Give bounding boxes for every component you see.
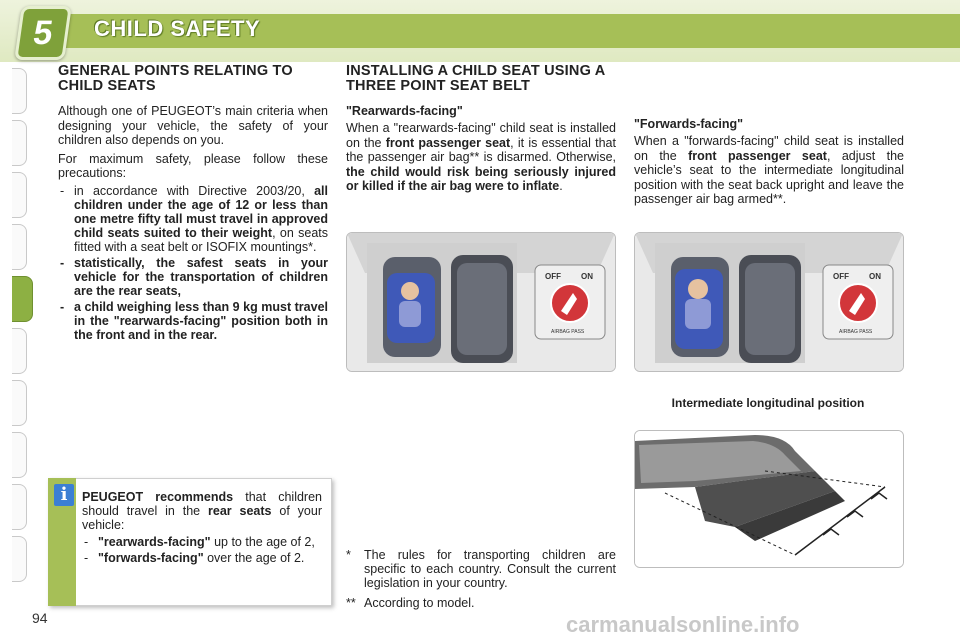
switch-on-label: ON bbox=[581, 272, 593, 281]
forwards-facing-heading: "Forwards-facing" bbox=[634, 117, 744, 131]
chapter-tab-4[interactable] bbox=[12, 224, 27, 270]
footnotes bbox=[346, 548, 616, 610]
item2-bold: statistically, the safest seats in your vehicle for the transportation of children are the rear seats, bbox=[74, 255, 328, 298]
seat-position-svg bbox=[635, 431, 903, 567]
watermark: carmanualsonline.info bbox=[566, 612, 800, 637]
note-item1-plain: up to the age of 2, bbox=[210, 535, 315, 549]
chapter-tab-9[interactable] bbox=[12, 484, 27, 530]
switch-off-label-2: OFF bbox=[833, 272, 849, 281]
illustration-rear-facing-seat bbox=[346, 232, 616, 372]
chapter-tab-5-active[interactable] bbox=[12, 276, 33, 322]
footnote-2-text: According to model. bbox=[364, 596, 475, 610]
rear-text-e: . bbox=[559, 179, 563, 193]
section-heading-general: GENERAL POINTS RELATING TO CHILD SEATS bbox=[58, 63, 293, 94]
middle-column bbox=[346, 64, 616, 194]
note-item2-bold: "forwards-facing" bbox=[98, 551, 204, 565]
note-item1-bold: "rearwards-facing" bbox=[98, 535, 211, 549]
footnote-1-text: The rules for transporting children are specific to each country. Consult the current legislation in your country. bbox=[364, 548, 616, 590]
item1-bold: all children under the age of 12 or less than one metre fifty tall must travel in approved child seats suited to their weight bbox=[74, 183, 328, 240]
rear-text-d: the child would risk being seriously injured or killed if the air bag were to inflate bbox=[346, 164, 616, 193]
switch-off-label: OFF bbox=[545, 272, 561, 281]
footnote-1-mark: * bbox=[346, 548, 351, 562]
illustration-seat-position bbox=[634, 430, 904, 568]
section-heading-installing: INSTALLING A CHILD SEAT USING A THREE POINT SEAT BELT bbox=[346, 63, 605, 94]
intermediate-position-caption: Intermediate longitudinal position bbox=[671, 396, 865, 410]
chapter-title: CHILD SAFETY bbox=[94, 16, 261, 41]
rear-text-a: When a "rearwards-facing" child seat is installed on the bbox=[346, 121, 616, 150]
chapter-number-badge: 5 bbox=[14, 6, 72, 60]
chapter-tab-10[interactable] bbox=[12, 536, 27, 582]
forward-facing-illustration-svg bbox=[635, 233, 903, 371]
footnote-2 bbox=[346, 596, 616, 610]
footnote-1 bbox=[346, 548, 616, 590]
precaution-item-3: - a child weighing less than 9 kg must travel in the "rearwards-facing" position both in the front and in the rear. bbox=[60, 299, 328, 342]
fwd-text-a: When a "forwards-facing" child seat is installed on the bbox=[634, 134, 904, 163]
footnote-2-mark: ** bbox=[346, 596, 356, 610]
rearwards-facing-paragraph bbox=[346, 121, 616, 194]
note-item-1: - "rearwards-facing" up to the age of 2, bbox=[84, 535, 315, 549]
page-number: 94 bbox=[32, 610, 48, 626]
precautions-paragraph: For maximum safety, please follow these precautions: bbox=[58, 151, 328, 180]
precaution-item-2: - statistically, the safest seats in your vehicle for the transportation of children are the rear seats, bbox=[60, 255, 328, 298]
item1-plain: in accordance with Directive 2003/20, bbox=[74, 183, 305, 198]
rear-text-b: front passenger seat bbox=[385, 135, 511, 150]
switch-panel-label: AIRBAG PASS bbox=[551, 329, 585, 335]
illustration-forward-facing-seat bbox=[634, 232, 904, 372]
note-item-2: - "forwards-facing" over the age of 2. bbox=[84, 551, 305, 565]
chapter-tab-3[interactable] bbox=[12, 172, 27, 218]
rear-facing-illustration-svg bbox=[347, 233, 615, 371]
chapter-thumb-tabs bbox=[0, 62, 28, 580]
rearwards-facing-heading: "Rearwards-facing" bbox=[346, 104, 463, 118]
switch-panel-label-2: AIRBAG PASS bbox=[839, 329, 873, 335]
right-column bbox=[634, 117, 904, 207]
chapter-tab-6[interactable] bbox=[12, 328, 27, 374]
note-lead-bold2: rear seats bbox=[208, 504, 272, 518]
info-icon: i bbox=[54, 484, 74, 506]
intro-paragraph: Although one of PEUGEOT’s main criteria when designing your vehicle, the safety of your children also depends on you. bbox=[58, 104, 328, 147]
chapter-tab-2[interactable] bbox=[12, 120, 27, 166]
rear-text-c: , it is essential that the passenger air bag** is disarmed. Otherwise, bbox=[346, 135, 616, 164]
chapter-tab-8[interactable] bbox=[12, 432, 27, 478]
recommendation-text bbox=[82, 490, 322, 565]
note-item2-plain: over the age of 2. bbox=[203, 551, 305, 565]
note-lead-bold: PEUGEOT recommends bbox=[82, 490, 234, 504]
forwards-facing-paragraph bbox=[634, 134, 904, 207]
chapter-tab-1[interactable] bbox=[12, 68, 27, 114]
precaution-item-1: - in accordance with Directive 2003/20, all children under the age of 12 or less than one metre fifty tall must travel in approved child seats suited to their weight, on seats fitted with a seat belt or ISOFIX mountings*. bbox=[60, 183, 328, 254]
item1-tail: , on seats fitted with a seat belt or ISOFIX mountings*. bbox=[74, 225, 328, 254]
fwd-text-c: , adjust the vehicle’s seat to the intermediate longitudinal position with the seat back upright and leave the passenger air bag armed**. bbox=[634, 148, 904, 206]
note-lead-plain: that children should travel in the bbox=[82, 490, 322, 518]
fwd-text-b: front passenger seat bbox=[688, 148, 827, 163]
note-lead-tail: of your vehicle: bbox=[82, 504, 322, 532]
left-column bbox=[58, 64, 328, 342]
item3-bold: a child weighing less than 9 kg must travel in the "rearwards-facing" position both in the front and in the rear. bbox=[74, 299, 328, 342]
switch-on-label-2: ON bbox=[869, 272, 881, 281]
chapter-tab-7[interactable] bbox=[12, 380, 27, 426]
